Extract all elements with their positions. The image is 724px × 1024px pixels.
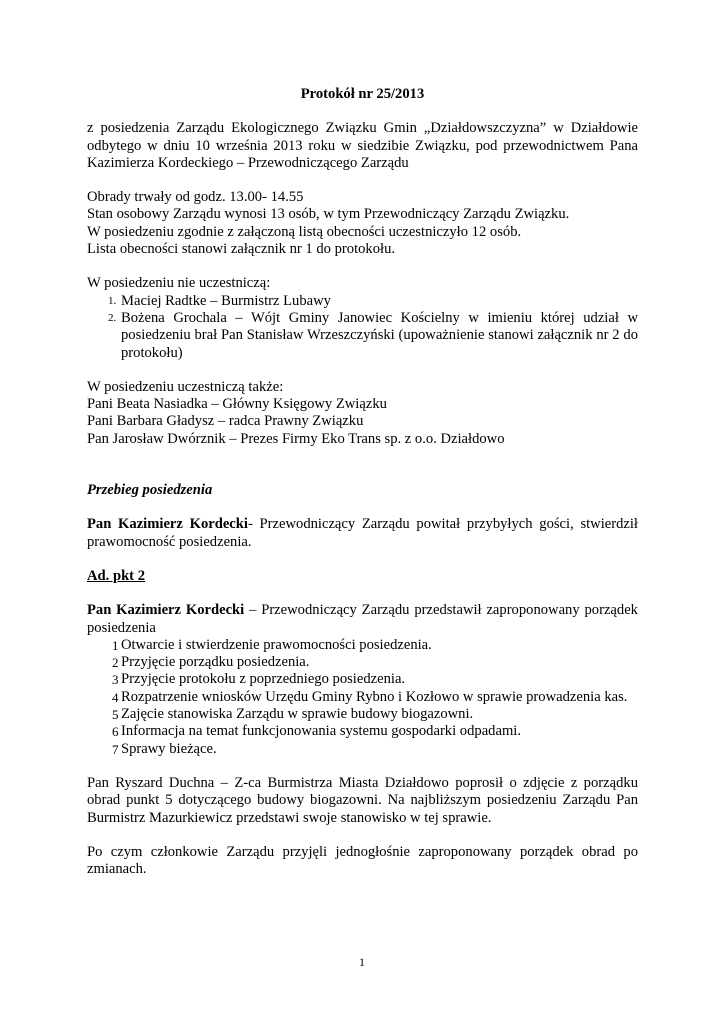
- agenda-text: Sprawy bieżące.: [121, 740, 217, 757]
- agenda-item: [87, 689, 638, 706]
- list-text: Bożena Grochala – Wójt Gminy Janowiec Kościelny w imieniu której udział w posiedzeniu brał Pan Stanisław Wrzeszczyński (upoważnienie stanowi załącznik nr 2 do protokołu): [121, 309, 638, 361]
- opening-text: - Przewodniczący Zarządu powitał przybyłych gości, stwierdził prawomocność posiedzenia.: [87, 516, 638, 550]
- closing-paragraph: Po czym członkowie Zarządu przyjęli jednogłośnie zaproponowany porządek obrad po zmianach.: [87, 843, 638, 878]
- agenda-item: [87, 671, 638, 688]
- session-duration: Obrady trwały od godz. 13.00- 14.55: [87, 189, 304, 206]
- also-present-item: Pan Jarosław Dwórznik – Prezes Firmy Eko Trans sp. z o.o. Działdowo: [87, 430, 505, 447]
- also-present-item: Pani Barbara Gładysz – radca Prawny Związku: [87, 413, 364, 430]
- absent-list: [87, 293, 638, 362]
- list-item: [87, 293, 638, 310]
- document-title: Protokół nr 25/2013: [300, 86, 425, 102]
- list-number: 2.: [108, 311, 117, 324]
- section-heading: Przebieg posiedzenia: [87, 482, 213, 499]
- duchna-paragraph: Pan Ryszard Duchna – Z-ca Burmistrza Miasta Działdowo poprosił o zdjęcie z porządku obrad punkt 5 dotyczącego budowy biogazowni. Na najbliższym posiedzeniu Zarządu Pan Burmistrz Mazurkiewicz przedstawi swoje stanowisko w tej sprawie.: [87, 774, 638, 826]
- agenda-number: 3: [112, 672, 119, 688]
- intro-paragraph: z posiedzenia Zarządu Ekologicznego Związku Gmin „Działdowszczyzna” w Działdowie odbytego w dniu 10 września 2013 roku w siedzibie Związku, pod przewodnictwem Pana Kazimierza Kordeckiego – Przewodniczącego Zarządu: [87, 120, 638, 171]
- agenda-item: [87, 741, 638, 758]
- opening-paragraph: [87, 516, 638, 551]
- document-page: [87, 86, 638, 878]
- speaker-name: Pan Kazimierz Kordecki: [87, 516, 248, 533]
- agenda-number: 7: [112, 741, 119, 757]
- board-composition: Stan osobowy Zarządu wynosi 13 osób, w tym Przewodniczący Zarządu Związku.: [87, 206, 570, 223]
- agenda-number: 4: [112, 689, 119, 705]
- list-item: [87, 310, 638, 362]
- attendance-count: W posiedzeniu zgodnie z załączoną listą obecności uczestniczyło 12 osób.: [87, 223, 522, 240]
- attendance-note: Lista obecności stanowi załącznik nr 1 do protokołu.: [87, 241, 396, 258]
- agenda-item: [87, 723, 638, 740]
- agenda-item: [87, 637, 638, 654]
- agenda-text: Rozpatrzenie wniosków Urzędu Gminy Rybno i Kozłowo w sprawie prowadzenia kas.: [121, 688, 628, 705]
- speaker-name: Pan Kazimierz Kordecki: [87, 602, 245, 619]
- agenda-number: 1: [112, 637, 119, 653]
- agenda-text: Zajęcie stanowiska Zarządu w sprawie budowy biogazowni.: [121, 706, 474, 723]
- agenda-number: 6: [112, 724, 119, 740]
- list-text: Maciej Radtke – Burmistrz Lubawy: [121, 292, 331, 309]
- absent-heading: W posiedzeniu nie uczestniczą:: [87, 275, 271, 292]
- agenda-text: Informacja na temat funkcjonowania systemu gospodarki odpadami.: [121, 723, 521, 740]
- agenda-text: Otwarcie i stwierdzenie prawomocności posiedzenia.: [121, 636, 432, 653]
- page-number: 1: [359, 955, 365, 969]
- agenda-text: Przyjęcie protokołu z poprzedniego posiedzenia.: [121, 671, 406, 688]
- absent-section: [87, 275, 638, 361]
- also-present-section: [87, 379, 638, 448]
- agenda-item: [87, 706, 638, 723]
- agenda-number: 2: [112, 655, 119, 671]
- agenda-number: 5: [112, 707, 119, 723]
- agenda-text: Przyjęcie porządku posiedzenia.: [121, 654, 310, 671]
- agenda-intro-text: – Przewodniczący Zarządu przedstawił zaproponowany porządek posiedzenia: [87, 602, 638, 636]
- agenda-item: [87, 654, 638, 671]
- list-number: 1.: [108, 294, 117, 307]
- session-info: [87, 189, 638, 258]
- also-present-heading: W posiedzeniu uczestniczą także:: [87, 378, 284, 395]
- agenda-list: [87, 637, 638, 758]
- also-present-item: Pani Beata Nasiadka – Główny Księgowy Związku: [87, 396, 387, 413]
- agenda-intro: [87, 602, 638, 637]
- item-heading: Ad. pkt 2: [87, 567, 145, 584]
